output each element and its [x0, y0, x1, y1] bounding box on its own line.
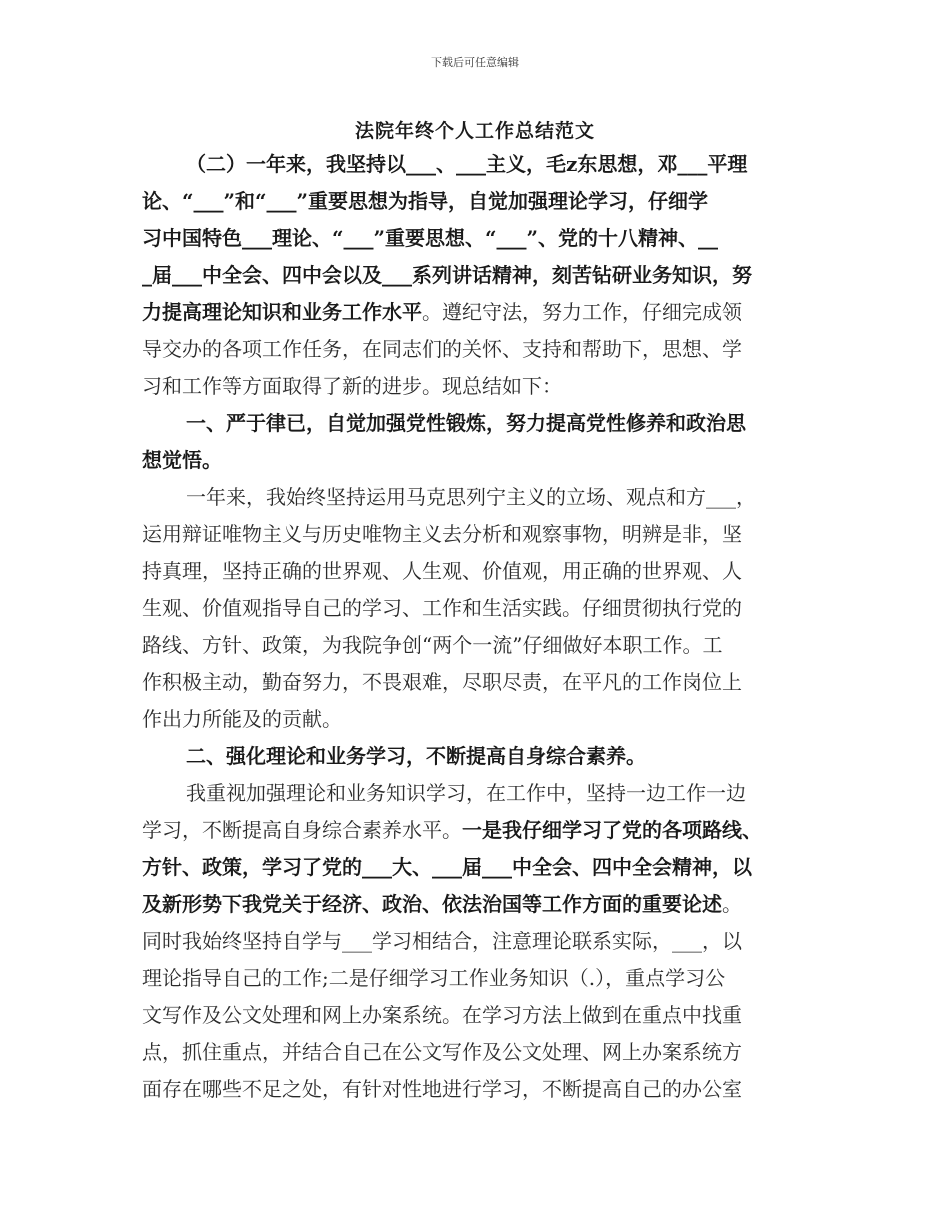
body-line: 作出力所能及的贡献。 — [142, 707, 342, 731]
body-line: （二）一年来，我坚持以___、___主义，毛z东思想，邓___平理 — [186, 152, 748, 176]
body-line: 运用辩证唯物主义与历史唯物主义去分析和观察事物，明辨是非，坚 — [142, 522, 742, 546]
body-line: 面存在哪些不足之处，有针对性地进行学习，不断提高自己的办公室 — [142, 1077, 742, 1101]
body-line: 论、“___”和“___”重要思想为指导，自觉加强理论学习，仔细学 — [142, 189, 709, 213]
body-line: 作积极主动，勤奋努力，不畏艰难，尽职尽责，在平凡的工作岗位上 — [142, 670, 742, 694]
section-heading: 想觉悟。 — [142, 448, 222, 472]
body-line: 一年来，我始终坚持运用马克思列宁主义的立场、观点和方___， — [186, 485, 756, 509]
body-line: 文写作及公文处理和网上办案系统。在学习方法上做到在重点中找重 — [142, 1003, 742, 1027]
body-line: 生观、价值观指导自己的学习、工作和生活实践。仔细贯彻执行党的 — [142, 596, 742, 620]
document-body — [142, 146, 814, 1108]
body-line: 同时我始终坚持自学与___学习相结合，注意理论联系实际，___，以 — [142, 929, 742, 953]
body-line: 习中国特色___理论、“___”重要思想、“___”、党的十八精神、__ — [142, 226, 719, 250]
body-line: 力提高理论知识和业务工作水平。遵纪守法，努力工作，仔细完成领 — [142, 300, 742, 324]
page-header: 下载后可任意编辑 — [431, 56, 519, 69]
section-heading: 二、强化理论和业务学习，不断提高自身综合素养。 — [186, 744, 646, 768]
document-title: 法院年终个人工作总结范文 — [354, 120, 595, 142]
body-line: 点，抓住重点，并结合自己在公文写作及公文处理、网上办案系统方 — [142, 1040, 742, 1064]
body-line: 习和工作等方面取得了新的进步。现总结如下： — [142, 374, 562, 398]
body-line: 持真理，坚持正确的世界观、人生观、价值观，用正确的世界观、人 — [142, 559, 742, 583]
body-line: 方针、政策，学习了党的___大、___届___中全会、四中全会精神，以 — [142, 855, 752, 879]
body-line: _届___中全会、四中会以及___系列讲话精神，刻苦钻研业务知识，努 — [142, 263, 752, 287]
body-line: 我重视加强理论和业务知识学习，在工作中，坚持一边工作一边 — [186, 781, 746, 805]
body-line: 学习，不断提高自身综合素养水平。一是我仔细学习了党的各项路线、 — [142, 818, 762, 842]
body-line: 理论指导自己的工作;二是仔细学习工作业务知识（.），重点学习公 — [142, 966, 726, 990]
body-line: 导交办的各项工作任务，在同志们的关怀、支持和帮助下，思想、学 — [142, 337, 742, 361]
body-line: 路线、方针、政策，为我院争创“两个一流”仔细做好本职工作。工 — [142, 633, 723, 657]
section-heading: 一、严于律已，自觉加强党性锻炼，努力提高党性修养和政治思 — [186, 411, 746, 435]
body-line: 及新形势下我党关于经济、政治、依法治国等工作方面的重要论述。 — [142, 892, 742, 916]
